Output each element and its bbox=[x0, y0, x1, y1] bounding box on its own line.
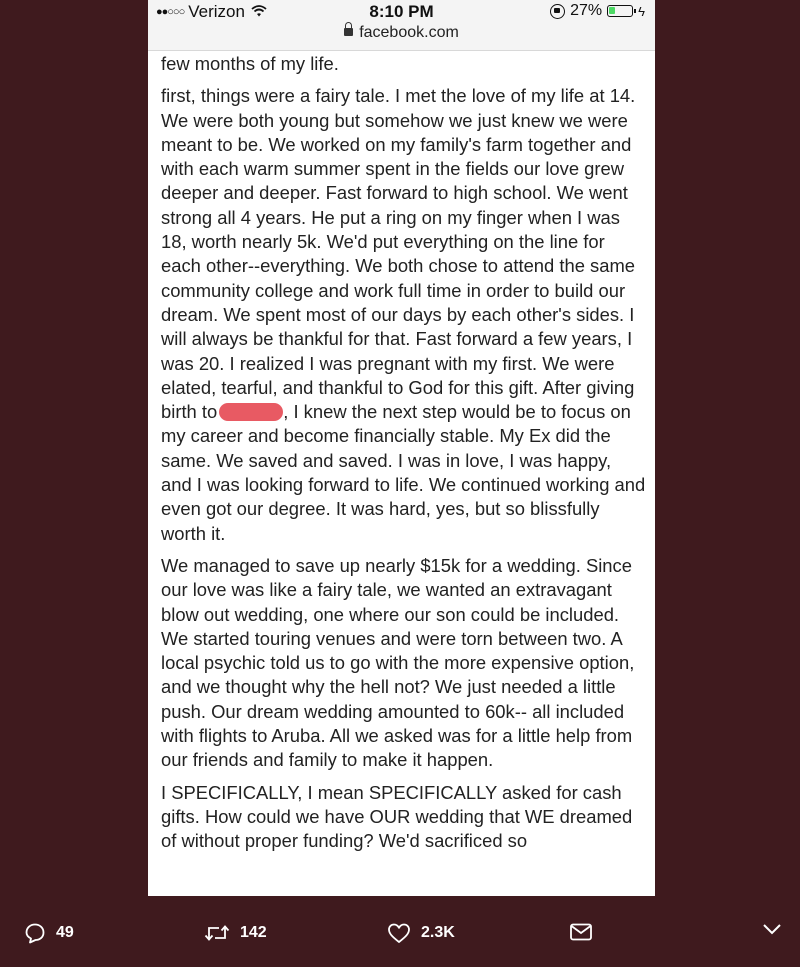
post-text bbox=[161, 52, 646, 862]
like-count: 2.3K bbox=[421, 924, 455, 941]
phone-screenshot bbox=[148, 0, 655, 896]
battery-percent: 27% bbox=[570, 2, 603, 19]
battery-icon bbox=[607, 5, 633, 17]
message-button[interactable] bbox=[569, 922, 593, 942]
like-button[interactable] bbox=[387, 922, 455, 944]
redacted-name-mark bbox=[219, 403, 283, 421]
more-button[interactable] bbox=[762, 922, 782, 936]
orientation-lock-icon bbox=[550, 4, 565, 19]
reply-icon bbox=[24, 922, 46, 944]
retweet-icon bbox=[204, 922, 230, 944]
url-bar[interactable] bbox=[148, 24, 655, 42]
status-right-group bbox=[550, 2, 645, 20]
post-paragraph-2: We managed to save up nearly $15k for a wedding. Since our love was like a fairy tale, we wanted an extravagant blow out wedding, one where our son could be included. We started touring venues and were torn between two. A local psychic told us to go with the more expensive option, and we thought why the hell not? We just needed a little push. Our dream wedding amounted to 60k-- all included with flights to Aruba. All we asked was for a little help from our friends and family to make it happen. bbox=[161, 554, 635, 771]
url-domain: facebook.com bbox=[359, 24, 459, 41]
post-paragraph-1 bbox=[161, 84, 646, 546]
charging-bolt-icon: ϟ bbox=[638, 3, 645, 19]
retweet-button[interactable] bbox=[204, 922, 267, 944]
post-line-0: few months of my life. bbox=[161, 53, 339, 74]
carrier-name: Verizon bbox=[188, 2, 245, 21]
lock-icon bbox=[344, 28, 353, 36]
signal-strength-icon: ●●○○○ bbox=[156, 6, 185, 18]
clock-time: 8:10 PM bbox=[369, 2, 434, 21]
retweet-count: 142 bbox=[240, 924, 267, 941]
chevron-down-icon bbox=[762, 922, 782, 936]
battery-level bbox=[609, 7, 615, 14]
tweet-action-bar bbox=[0, 900, 800, 967]
post-paragraph-1-start: first, things were a fairy tale. I met the love of my life at 14. We were both young but somehow we just knew we were meant to be. We worked on my family's farm together and with each warm summer spent in the fields our love grew deeper and deeper. Fast forward to high school. We went strong all 4 years. He put a ring on my finger when I was 18, worth nearly 5k. We'd put everything on the line for each other--everything. We both chose to attend the same community college and work full time in order to build our dream. We spent most of our days by each other's sides. I will always be thankful for that. Fast forward a few years, I was 20. I realized I was pregnant with my first. We were elated, tearful, and thankful to God for this gift. After giving birth to bbox=[161, 85, 636, 423]
post-paragraph-1-end: , I knew the next step would be to focus on my career and become financially stable. My Ex did the same. We saved and saved. I was in love, I was happy, and I was looking forward to life. We continued working and even got our degree. It was hard, yes, but so blissfully worth it. bbox=[161, 401, 646, 544]
post-paragraph-3: I SPECIFICALLY, I mean SPECIFICALLY asked for cash gifts. How could we have OUR wedding that WE dreamed of without proper funding? We'd sacrificed so bbox=[161, 781, 633, 852]
reply-button[interactable] bbox=[24, 922, 74, 944]
heart-icon bbox=[387, 922, 411, 944]
envelope-icon bbox=[569, 922, 593, 942]
reply-count: 49 bbox=[56, 924, 74, 941]
status-bar bbox=[148, 0, 655, 51]
